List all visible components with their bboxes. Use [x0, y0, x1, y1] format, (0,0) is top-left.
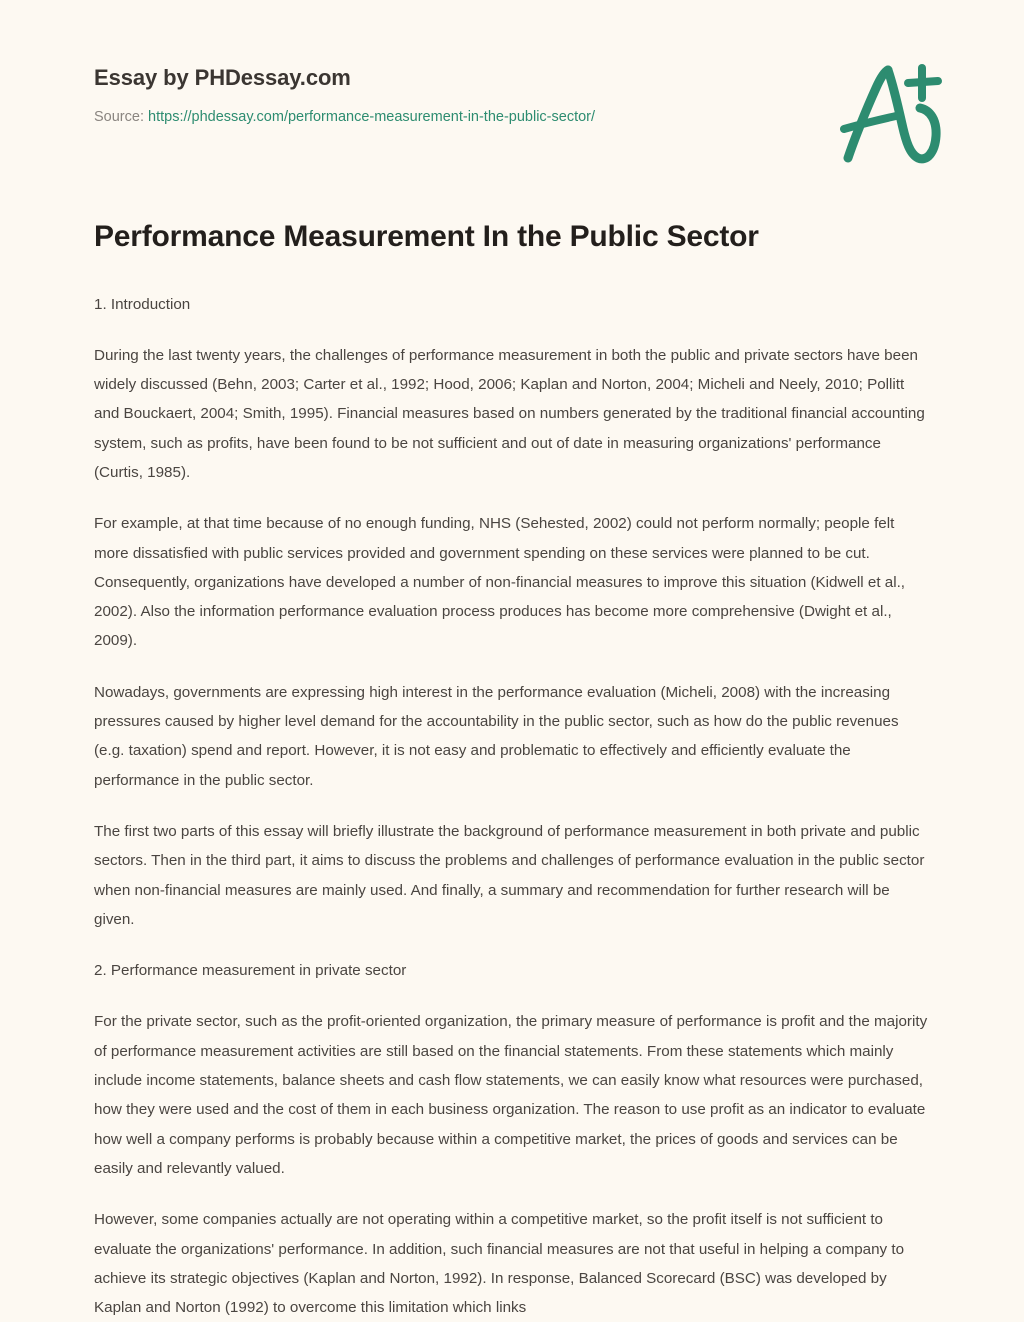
body-paragraph: For example, at that time because of no enough funding, NHS (Sehested, 2002) could not perform normally; people felt more dissatisfied with public services provided and government spending on these services were planned to be cut. Consequently, organizations have developed a number of non-financial measures to improve this situation (Kidwell et al., 2002). Also the information performance evaluation process produces has become more comprehensive (Dwight et al., 2009).	[94, 509, 932, 655]
body-paragraph: During the last twenty years, the challenges of performance measurement in both the public and private sectors have been widely discussed (Behn, 2003; Carter et al., 1992; Hood, 2006; Kaplan and Norton, 2004; Micheli and Neely, 2010; Pollitt and Bouckaert, 2004; Smith, 1995). Financial measures based on numbers generated by the traditional financial accounting system, such as profits, have been found to be not sufficient and out of date in measuring organizations' performance (Curtis, 1985).	[94, 341, 932, 487]
a-plus-grade-logo-icon	[832, 58, 950, 168]
source-line	[94, 107, 946, 127]
section-heading: 2. Performance measurement in private sector	[94, 956, 932, 985]
article-body	[94, 218, 932, 1322]
source-label: Source:	[94, 109, 144, 125]
body-paragraph: For the private sector, such as the profit-oriented organization, the primary measure of performance is profit and the majority of performance measurement activities are still based on the financial statements. From these statements which mainly include income statements, balance sheets and cash flow statements, we can easily know what resources were purchased, how they were used and the cost of them in each business organization. The reason to use profit as an indicator to evaluate how well a company performs is probably because within a competitive market, the prices of goods and services can be easily and relevantly valued.	[94, 1007, 932, 1183]
page-header	[94, 64, 946, 127]
body-paragraph: However, some companies actually are not operating within a competitive market, so the profit itself is not sufficient to evaluate the organizations' performance. In addition, such financial measures are not that useful in helping a company to achieve its strategic objectives (Kaplan and Norton, 1992). In response, Balanced Scorecard (BSC) was developed by Kaplan and Norton (1992) to overcome this limitation which links	[94, 1205, 932, 1322]
body-paragraph: Nowadays, governments are expressing high interest in the performance evaluation (Micheli, 2008) with the increasing pressures caused by higher level demand for the accountability in the public sector, such as how do the public revenues (e.g. taxation) spend and report. However, it is not easy and problematic to effectively and efficiently evaluate the performance in the public sector.	[94, 678, 932, 795]
brand-title: Essay by PHDessay.com	[94, 64, 946, 93]
section-heading: 1. Introduction	[94, 290, 932, 319]
body-paragraph: The first two parts of this essay will briefly illustrate the background of performance measurement in both private and public sectors. Then in the third part, it aims to discuss the problems and challenges of performance evaluation in the public sector when non-financial measures are mainly used. And finally, a summary and recommendation for further research will be given.	[94, 817, 932, 934]
page-title: Performance Measurement In the Public Sector	[94, 218, 932, 256]
article-blocks	[94, 290, 932, 1322]
source-url-link[interactable]: https://phdessay.com/performance-measurement-in-the-public-sector/	[148, 109, 595, 125]
